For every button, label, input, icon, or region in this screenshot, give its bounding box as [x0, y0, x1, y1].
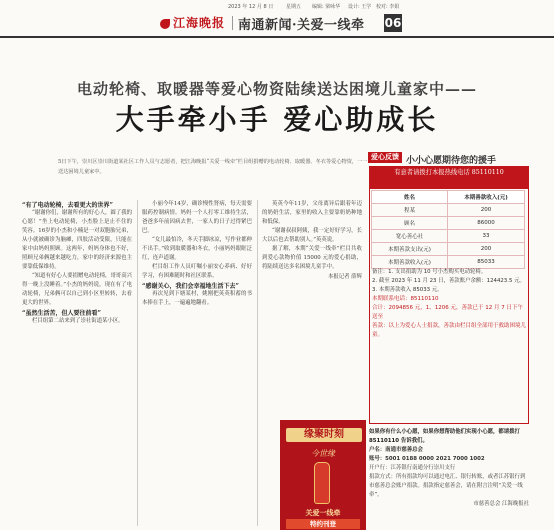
help-info	[369, 428, 529, 509]
table-row	[372, 217, 525, 230]
paragraph: “谢谢你们，谢谢所有的好心人，圆了我的心愿！”坐上电动轮椅，小杰脸上是止不住的笑容。16岁的小杰和小楠是一对双胞胎兄弟，从小就被确诊为脑瘫，四肢活动受限，只能在家中由妈妈照顾。这两年，妈妈身体也不好，照顾兄弟俩越来越吃力，家中的经济来源也主要靠低保维持。	[22, 210, 132, 270]
account-number: 账号：5001 0188 0000 2021 7000 1002	[369, 456, 485, 462]
article-column-2	[142, 200, 252, 308]
paragraph: “女儿最怕冷，冬天手脚冰凉，写作业都伸不出手。”收到取暖器和冬衣，小丽妈妈眼眶泛红，连声道谢。	[142, 237, 252, 261]
table-row	[372, 204, 525, 217]
donation-notice: 捐款方式：所有捐款均可以通过电汇、银行转账，或者江苏银行到市慈善总会账户捐款。捐款指定慈善会，请在附言注明“关爱一线牵”。	[369, 474, 526, 498]
headline-main: 大手牵小手 爱心助成长	[115, 103, 439, 136]
donation-box-title: 小小心愿期待您的援手	[406, 156, 497, 166]
column-divider	[257, 200, 258, 526]
logo-bird-icon	[160, 19, 170, 29]
masthead-divider	[232, 16, 233, 30]
cell: 本期善款收入(元)	[372, 256, 448, 269]
paragraph: “谢谢叔叔阿姨，我一定好好学习，长大以后也去帮助别人。”英英说。	[262, 228, 362, 243]
page-number: 06	[384, 16, 402, 30]
banner-line: 有意者请拨打本报热线电话 85110110	[394, 169, 504, 176]
cell: 86000	[447, 217, 524, 230]
lead-paragraph: 5日下午，崇川区崇川街道某社区工作人员与志愿者，把江海晚报“关爱一线牵”栏目组捐赠的电动轮椅、取暖器、冬衣等爱心物资，一一送达困境儿童家中。	[58, 159, 368, 175]
ad-brand: 今世缘	[311, 449, 335, 458]
headline-kicker: 电动轮椅、取暖器等爱心物资陆续送达困境儿童家中——	[76, 80, 477, 98]
donation-table	[371, 190, 525, 269]
byline: 本报记者 薛辉	[327, 274, 362, 280]
org-name: 市慈善总会 江海晚报社	[473, 501, 529, 507]
paper-logo: 江海晚报	[160, 14, 225, 32]
subhead: “虽然生活苦，但人要往前看”	[22, 310, 101, 317]
cell: 200	[447, 243, 524, 256]
account-name: 户名：南通市慈善总会	[369, 447, 423, 453]
note: 3. 本期善款收入 85033 元。	[372, 287, 443, 293]
subhead: “有了电动轮椅，去看更大的世界”	[22, 202, 113, 209]
cell: 85033	[447, 256, 524, 269]
cell: 33	[447, 230, 524, 243]
cell: 顾名	[372, 217, 448, 230]
dateline	[0, 0, 554, 12]
paragraph: 据了解，本期“关爱一线牵”栏目共收到爱心款物价值 15000 元的爱心捐助，将陆续送达多名困境儿童手中。	[262, 246, 362, 270]
bottle-icon	[314, 462, 330, 504]
donation-banner	[370, 167, 528, 189]
feedback-tag: 爱心反馈	[368, 152, 402, 163]
ad-line1: 关爱一线牵	[305, 508, 341, 517]
table-row	[372, 256, 525, 269]
column-header: 本期善款收入(元)	[447, 191, 524, 204]
note-red: 本期联系电话：85110110	[372, 296, 439, 302]
weekday: 星期五	[286, 4, 302, 10]
note-red: 合计：2094856 元，1、1206 元，善款已于 12 月 7 日下午送至	[372, 305, 523, 320]
note: 2. 截至 2023 年 11 月 23 日，善款账户余额：124423.5 元。	[372, 278, 525, 284]
cell: 本期善款支出(元)	[372, 243, 448, 256]
bank-name: 开户行：江苏银行南通分行崇川支行	[369, 465, 456, 471]
table-header-row	[372, 191, 525, 204]
paragraph: 再次见到下塘某村，姚刚把英英积蓄的书本捧在手上，一遍遍地翻看。	[142, 291, 252, 306]
cell: 200	[447, 204, 524, 217]
paragraph: 小丽今年14岁，确诊慢性肾病，每天需要服药控制病情。妈妈一个人打零工维持生活，爸爸多年前因病去世，一家人的日子过得紧巴巴。	[142, 201, 252, 234]
advertisement	[280, 420, 366, 530]
article-column-1	[22, 200, 132, 326]
paragraph: 英英今年11岁，父母离异后跟着年迈的奶奶生活，家里的收入主要靠奶奶种地和低保。	[262, 201, 362, 225]
paragraph: 栏目组工作人员叮嘱小丽安心养病、好好学习，有困难随时和社区联系。	[142, 264, 252, 279]
proofreader: 校对: 李娟	[376, 4, 400, 10]
masthead-rule	[0, 36, 554, 38]
note-red: 善款：以上为爱心人士捐款，善款由栏目组全部用于救助困境儿童。	[372, 323, 527, 338]
date: 2023 年 12 月 8 日	[228, 4, 274, 10]
table-row	[372, 230, 525, 243]
paragraph: 栏目组第二站来到了崇社街道某小区。	[32, 318, 124, 324]
section-title: 南通新闻·关爱一线牵	[238, 18, 365, 33]
design: 设计: 王学	[348, 4, 372, 10]
ad-line2: 特约刊登	[286, 519, 360, 529]
column-header: 姓名	[372, 191, 448, 204]
ad-title: 缘聚时刻	[286, 428, 362, 442]
table-row	[372, 243, 525, 256]
editor: 编辑: 梁咏华	[312, 4, 341, 10]
paragraph: “知道有好心人要捐赠电动轮椅，哥哥高兴得一晚上没睡着。”小杰的妈妈说，现在有了电动轮椅，兄弟俩可以自己到小区里转转，去看更大的世界。	[22, 273, 132, 306]
note: 备注：1. 支出捐助为 10 号小杰购买电动轮椅。	[372, 269, 487, 275]
column-divider	[137, 200, 138, 526]
subhead: “感谢关心，我们会幸福地生活下去”	[142, 283, 239, 290]
article-column-3	[262, 200, 362, 280]
help-intro: 如果你有什么小心愿，如果你想帮助他们实现小心愿，都请拨打 85110110 告诉我们。	[369, 429, 520, 444]
donation-notes	[372, 268, 526, 340]
cell: 宽心善心社	[372, 230, 448, 243]
cell: 程某	[372, 204, 448, 217]
